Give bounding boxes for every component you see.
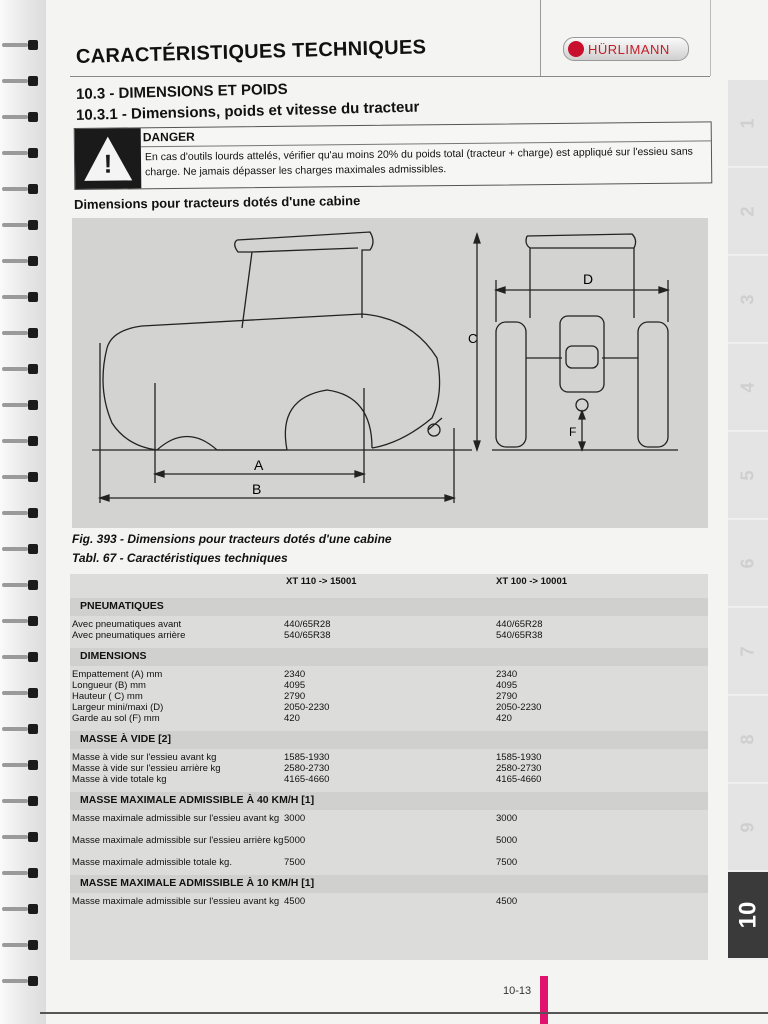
table-row-label: Hauteur ( C) mm: [72, 691, 143, 702]
tractor-dimensions-figure: [72, 218, 708, 528]
header-rule: [70, 76, 710, 77]
spiral-ring: [2, 328, 38, 338]
table-value-xt110: 1585-1930: [284, 752, 330, 763]
table-value-xt110: 2790: [284, 691, 306, 702]
chapter-tab-label: 10: [733, 901, 761, 929]
spiral-ring: [2, 184, 38, 194]
page-title: CARACTÉRISTIQUES TECHNIQUES: [75, 36, 427, 68]
spiral-ring: [2, 832, 38, 842]
table-row-label: Masse maximale admissible sur l'essieu arrière kg: [72, 835, 284, 846]
table-value-xt110: 440/65R28: [284, 619, 331, 630]
spiral-ring: [2, 76, 38, 86]
spiral-ring: [2, 220, 38, 230]
header-divider-right: [710, 0, 711, 76]
table-row-label: Masse maximale admissible totale kg.: [72, 857, 232, 868]
chapter-tab-label: 7: [737, 645, 758, 657]
table-row-label: Largeur mini/maxi (D): [72, 702, 164, 713]
spiral-ring: [2, 940, 38, 950]
spiral-ring: [2, 796, 38, 806]
table-value-xt100: 3000: [496, 813, 518, 824]
table-section-title: MASSE À VIDE [2]: [80, 733, 172, 745]
spiral-ring: [2, 364, 38, 374]
spiral-ring: [2, 652, 38, 662]
spiral-ring: [2, 400, 38, 410]
table-value-xt110: 540/65R38: [284, 630, 331, 641]
table-value-xt110: 7500: [284, 857, 306, 868]
spiral-ring: [2, 436, 38, 446]
table-row-label: Avec pneumatiques avant: [72, 619, 182, 630]
header-divider: [540, 0, 541, 76]
section-header-band: [70, 598, 708, 616]
chapter-tab-label: 4: [737, 381, 758, 393]
spiral-ring: [2, 544, 38, 554]
spiral-ring: [2, 760, 38, 770]
column-header-xt100: XT 100 -> 10001: [496, 576, 568, 587]
table-value-xt100: 7500: [496, 857, 518, 868]
table-value-xt110: 3000: [284, 813, 306, 824]
spiral-ring: [2, 580, 38, 590]
table-value-xt100: 4165-4660: [496, 774, 542, 785]
table-value-xt110: 2050-2230: [284, 702, 330, 713]
column-header-xt110: XT 110 -> 15001: [286, 576, 357, 587]
chapter-tab-5[interactable]: [728, 432, 768, 520]
table-value-xt100: 4500: [496, 896, 518, 907]
table-row-label: Masse à vide sur l'essieu arrière kg: [72, 763, 221, 774]
spiral-binding: [0, 0, 46, 1024]
danger-text: En cas d'outils lourds attelés, vérifier qu'au moins 20% du poids total (tracteur + charge) est appliqué sur l'essieu sans charge. Ne jamais dépasser les charges maximales admissibles.: [144, 145, 693, 179]
section-heading: 10.3 - DIMENSIONS ET POIDS: [75, 80, 288, 103]
table-value-xt100: 2580-2730: [496, 763, 542, 774]
label-c: C: [468, 331, 478, 346]
table-row-label: Longueur (B) mm: [72, 680, 146, 691]
figure-caption: Fig. 393 - Dimensions pour tracteurs dotés d'une cabine: [72, 532, 392, 546]
table-section-title: MASSE MAXIMALE ADMISSIBLE À 40 KM/H [1]: [80, 794, 315, 806]
chapter-tab-label: 1: [737, 117, 758, 129]
danger-notice: [74, 121, 713, 190]
logo-text: HÜRLIMANN: [588, 41, 670, 57]
table-value-xt100: 2790: [496, 691, 518, 702]
spiral-ring: [2, 256, 38, 266]
table-value-xt100: 2050-2230: [496, 702, 542, 713]
section-header-band: [70, 648, 708, 666]
chapter-tab-3[interactable]: [728, 256, 768, 344]
chapter-tab-7[interactable]: [728, 608, 768, 696]
warning-icon: !: [75, 128, 142, 189]
table-row-label: Garde au sol (F) mm: [72, 713, 160, 724]
table-value-xt110: 420: [284, 713, 300, 724]
spiral-ring: [2, 472, 38, 482]
logo-mark-icon: [568, 41, 584, 57]
table-row-label: Masse maximale admissible sur l'essieu avant kg: [72, 813, 280, 824]
table-value-xt110: 4095: [284, 680, 306, 691]
figure-heading: Dimensions pour tracteurs dotés d'une cabine: [73, 193, 361, 212]
table-section-title: PNEUMATIQUES: [80, 600, 164, 612]
footer-accent-bar: [540, 976, 548, 1024]
table-section-title: MASSE MAXIMALE ADMISSIBLE À 10 KM/H [1]: [80, 877, 315, 889]
chapter-tab-label: 6: [737, 557, 758, 569]
chapter-tab-1[interactable]: [728, 80, 768, 168]
spiral-ring: [2, 292, 38, 302]
bottom-edge: [40, 1012, 768, 1014]
table-value-xt100: 420: [496, 713, 512, 724]
chapter-tab-2[interactable]: [728, 168, 768, 256]
chapter-tabs: [728, 80, 768, 980]
specs-table: [70, 574, 708, 960]
chapter-tab-label: 9: [737, 821, 758, 833]
table-value-xt110: 5000: [284, 835, 306, 846]
chapter-tab-4[interactable]: [728, 344, 768, 432]
table-value-xt100: 1585-1930: [496, 752, 542, 763]
chapter-tab-label: 8: [737, 733, 758, 745]
table-value-xt100: 440/65R28: [496, 619, 543, 630]
spiral-ring: [2, 688, 38, 698]
table-value-xt100: 540/65R38: [496, 630, 543, 641]
danger-label: DANGER: [142, 129, 195, 145]
label-f: F: [569, 425, 577, 439]
chapter-tab-label: 2: [737, 205, 758, 217]
spiral-ring: [2, 616, 38, 626]
tractor-drawing: [72, 218, 708, 528]
table-row-label: Masse maximale admissible sur l'essieu avant kg: [72, 896, 280, 907]
label-b: B: [252, 481, 262, 497]
chapter-tab-6[interactable]: [728, 520, 768, 608]
hurlimann-logo: [563, 37, 689, 61]
table-value-xt110: 2580-2730: [284, 763, 330, 774]
table-value-xt100: 4095: [496, 680, 518, 691]
spiral-ring: [2, 508, 38, 518]
spiral-ring: [2, 976, 38, 986]
chapter-tab-label: 5: [737, 469, 758, 481]
chapter-tab-10[interactable]: [728, 872, 768, 960]
spiral-ring: [2, 904, 38, 914]
table-value-xt110: 4165-4660: [284, 774, 330, 785]
label-d: D: [583, 271, 594, 287]
table-caption: Tabl. 67 - Caractéristiques techniques: [72, 551, 288, 565]
spiral-ring: [2, 112, 38, 122]
subsection-heading: 10.3.1 - Dimensions, poids et vitesse du tracteur: [75, 98, 420, 124]
label-a: A: [254, 457, 264, 473]
table-section-title: DIMENSIONS: [80, 650, 147, 662]
table-row-label: Masse à vide sur l'essieu avant kg: [72, 752, 217, 763]
chapter-tab-8[interactable]: [728, 696, 768, 784]
table-row-label: Masse à vide totale kg: [72, 774, 167, 785]
table-value-xt100: 5000: [496, 835, 518, 846]
chapter-tab-label: 3: [737, 293, 758, 305]
spiral-ring: [2, 40, 38, 50]
spiral-ring: [2, 868, 38, 878]
page-number: 10-13: [503, 985, 532, 997]
table-value-xt100: 2340: [496, 669, 518, 680]
spiral-ring: [2, 724, 38, 734]
chapter-tab-9[interactable]: [728, 784, 768, 872]
table-row-label: Avec pneumatiques arrière: [72, 630, 186, 641]
table-value-xt110: 4500: [284, 896, 306, 907]
spiral-ring: [2, 148, 38, 158]
table-row-label: Empattement (A) mm: [72, 669, 163, 680]
table-value-xt110: 2340: [284, 669, 306, 680]
